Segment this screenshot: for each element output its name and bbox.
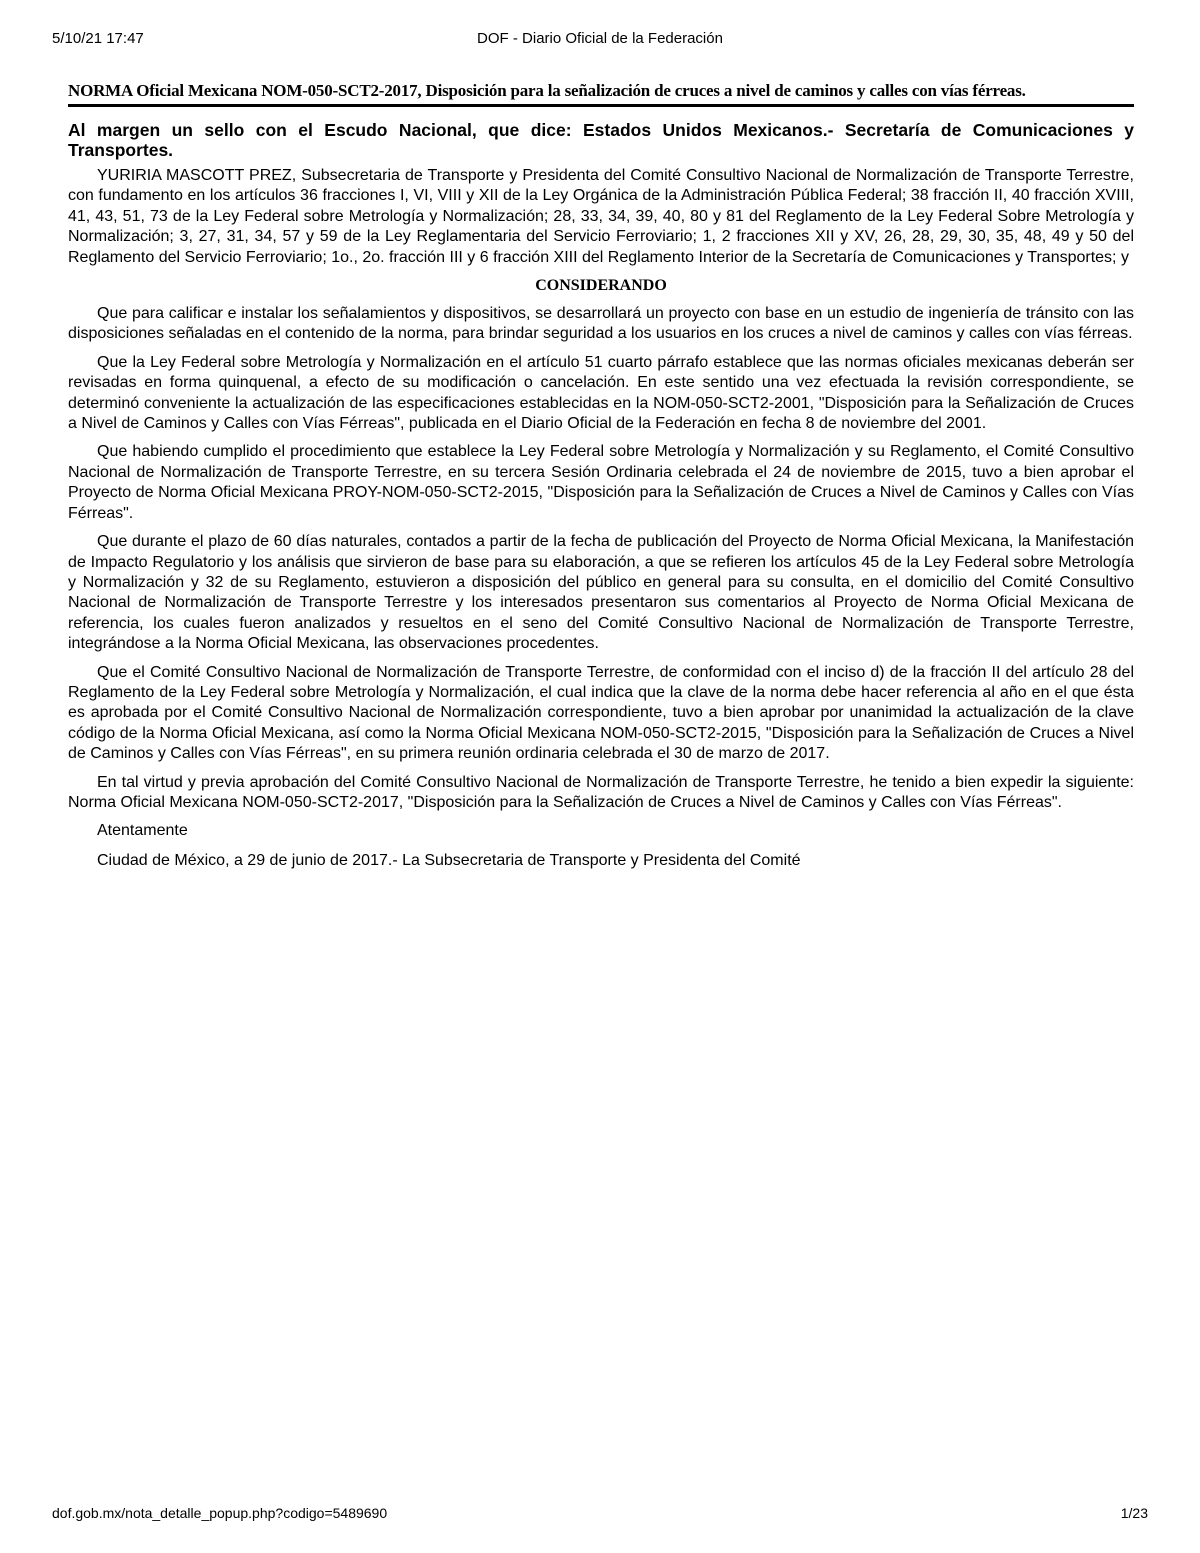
seal-note: Al margen un sello con el Escudo Nacional, que dice: Estados Unidos Mexicanos.- Secretaría de Comunicaciones y Transportes. [68,120,1134,160]
considerando-paragraph: Que durante el plazo de 60 días naturales, contados a partir de la fecha de publicación del Proyecto de Norma Oficial Mexicana, la Manifestación de Impacto Regulatorio y los análisis que sirvieron de base para su elaboración, a que se refieren los artículos 45 de la Ley Federal sobre Metrología y Normalización y 32 de su Reglamento, estuvieron a disposición del público en general para su consulta, en el domicilio del Comité Consultivo Nacional de Normalización de Transporte Terrestre y los interesados presentaron sus comentarios al Proyecto de Norma Oficial Mexicana de referencia, los cuales fueron analizados y resueltos en el seno del Comité Consultivo Nacional de Normalización de Transporte Terrestre, integrándose a la Norma Oficial Mexicana, las observaciones procedentes. [68,533,1134,653]
print-header [52,30,1148,50]
print-page-number: 1/23 [1120,1505,1148,1521]
document-body [68,80,1134,881]
print-footer [52,1505,1148,1525]
considerando-paragraph: Que el Comité Consultivo Nacional de Normalización de Transporte Terrestre, de conformidad con el inciso d) de la fracción II del artículo 28 del Reglamento de la Ley Federal sobre Metrología y Normalización, el cual indica que la clave de la norma debe hacer referencia al año en el que ésta es aprobada por el Comité Consultivo Nacional de Normalización correspondiente, tuvo a bien aprobar por unanimidad la actualización de la clave código de la Norma Oficial Mexicana, así como la Norma Oficial Mexicana NOM-050-SCT2-2015, "Disposición para la Señalización de Cruces a Nivel de Caminos y Calles con Vías Férreas", en su primera reunión ordinaria celebrada el 30 de marzo de 2017. [68,663,1134,763]
closing-salutation: Atentamente [97,822,188,840]
print-site-title: DOF - Diario Oficial de la Federación [477,30,723,47]
document-title: NORMA Oficial Mexicana NOM-050-SCT2-2017, Disposición para la señalización de cruces a nivel de caminos y calles con vías férreas. [68,80,1134,107]
considerando-heading: CONSIDERANDO [535,277,667,295]
print-url: dof.gob.mx/nota_detalle_popup.php?codigo=5489690 [52,1505,388,1521]
print-datetime: 5/10/21 17:47 [52,30,144,47]
considerando-paragraph: Que para calificar e instalar los señalamientos y dispositivos, se desarrollará un proyecto con base en un estudio de ingeniería de tránsito con las disposiciones señaladas en el contenido de la norma, para brindar seguridad a los usuarios en los cruces a nivel de caminos y calles con vías férreas. [68,305,1134,343]
signature-line: Ciudad de México, a 29 de junio de 2017.- La Subsecretaria de Transporte y Presidenta del Comité [97,852,801,870]
preamble-paragraph: YURIRIA MASCOTT PREZ, Subsecretaria de Transporte y Presidenta del Comité Consultivo Nacional de Normalización de Transporte Terrestre, con fundamento en los artículos 36 fracciones I, VI, VIII y XII de la Ley Orgánica de la Administración Pública Federal; 38 fracción II, 40 fracción XVIII, 41, 43, 51, 73 de la Ley Federal sobre Metrología y Normalización; 28, 33, 34, 39, 40, 80 y 81 del Reglamento de la Ley Federal Sobre Metrología y Normalización; 3, 27, 31, 34, 57 y 59 de la Ley Reglamentaria del Servicio Ferroviario; 1, 2 fracciones XII y XV, 26, 28, 29, 30, 35, 48, 49 y 50 del Reglamento del Servicio Ferroviario; 1o., 2o. fracción III y 6 fracción XIII del Reglamento Interior de la Secretaría de Comunicaciones y Transportes; y [68,167,1134,266]
considerando-paragraph: Que habiendo cumplido el procedimiento que establece la Ley Federal sobre Metrología y Normalización y su Reglamento, el Comité Consultivo Nacional de Normalización de Transporte Terrestre, en su tercera Sesión Ordinaria celebrada el 24 de noviembre de 2015, tuvo a bien aprobar el Proyecto de Norma Oficial Mexicana PROY-NOM-050-SCT2-2015, "Disposición para la Señalización de Cruces a Nivel de Caminos y Calles con Vías Férreas". [68,443,1134,522]
considerando-paragraph: Que la Ley Federal sobre Metrología y Normalización en el artículo 51 cuarto párrafo establece que las normas oficiales mexicanas deberán ser revisadas en forma quinquenal, a efecto de su modificación o cancelación. En este sentido una vez efectuada la revisión correspondiente, se determinó conveniente la actualización de las especificaciones establecidas en la NOM-050-SCT2-2001, "Disposición para la Señalización de Cruces a Nivel de Caminos y Calles con Vías Férreas", publicada en el Diario Oficial de la Federación en fecha 8 de noviembre del 2001. [68,353,1134,433]
considerando-paragraph: En tal virtud y previa aprobación del Comité Consultivo Nacional de Normalización de Transporte Terrestre, he tenido a bien expedir la siguiente: Norma Oficial Mexicana NOM-050-SCT2-2017, "Disposición para la Señalización de Cruces a Nivel de Caminos y Calles con Vías Férreas". [68,773,1134,811]
